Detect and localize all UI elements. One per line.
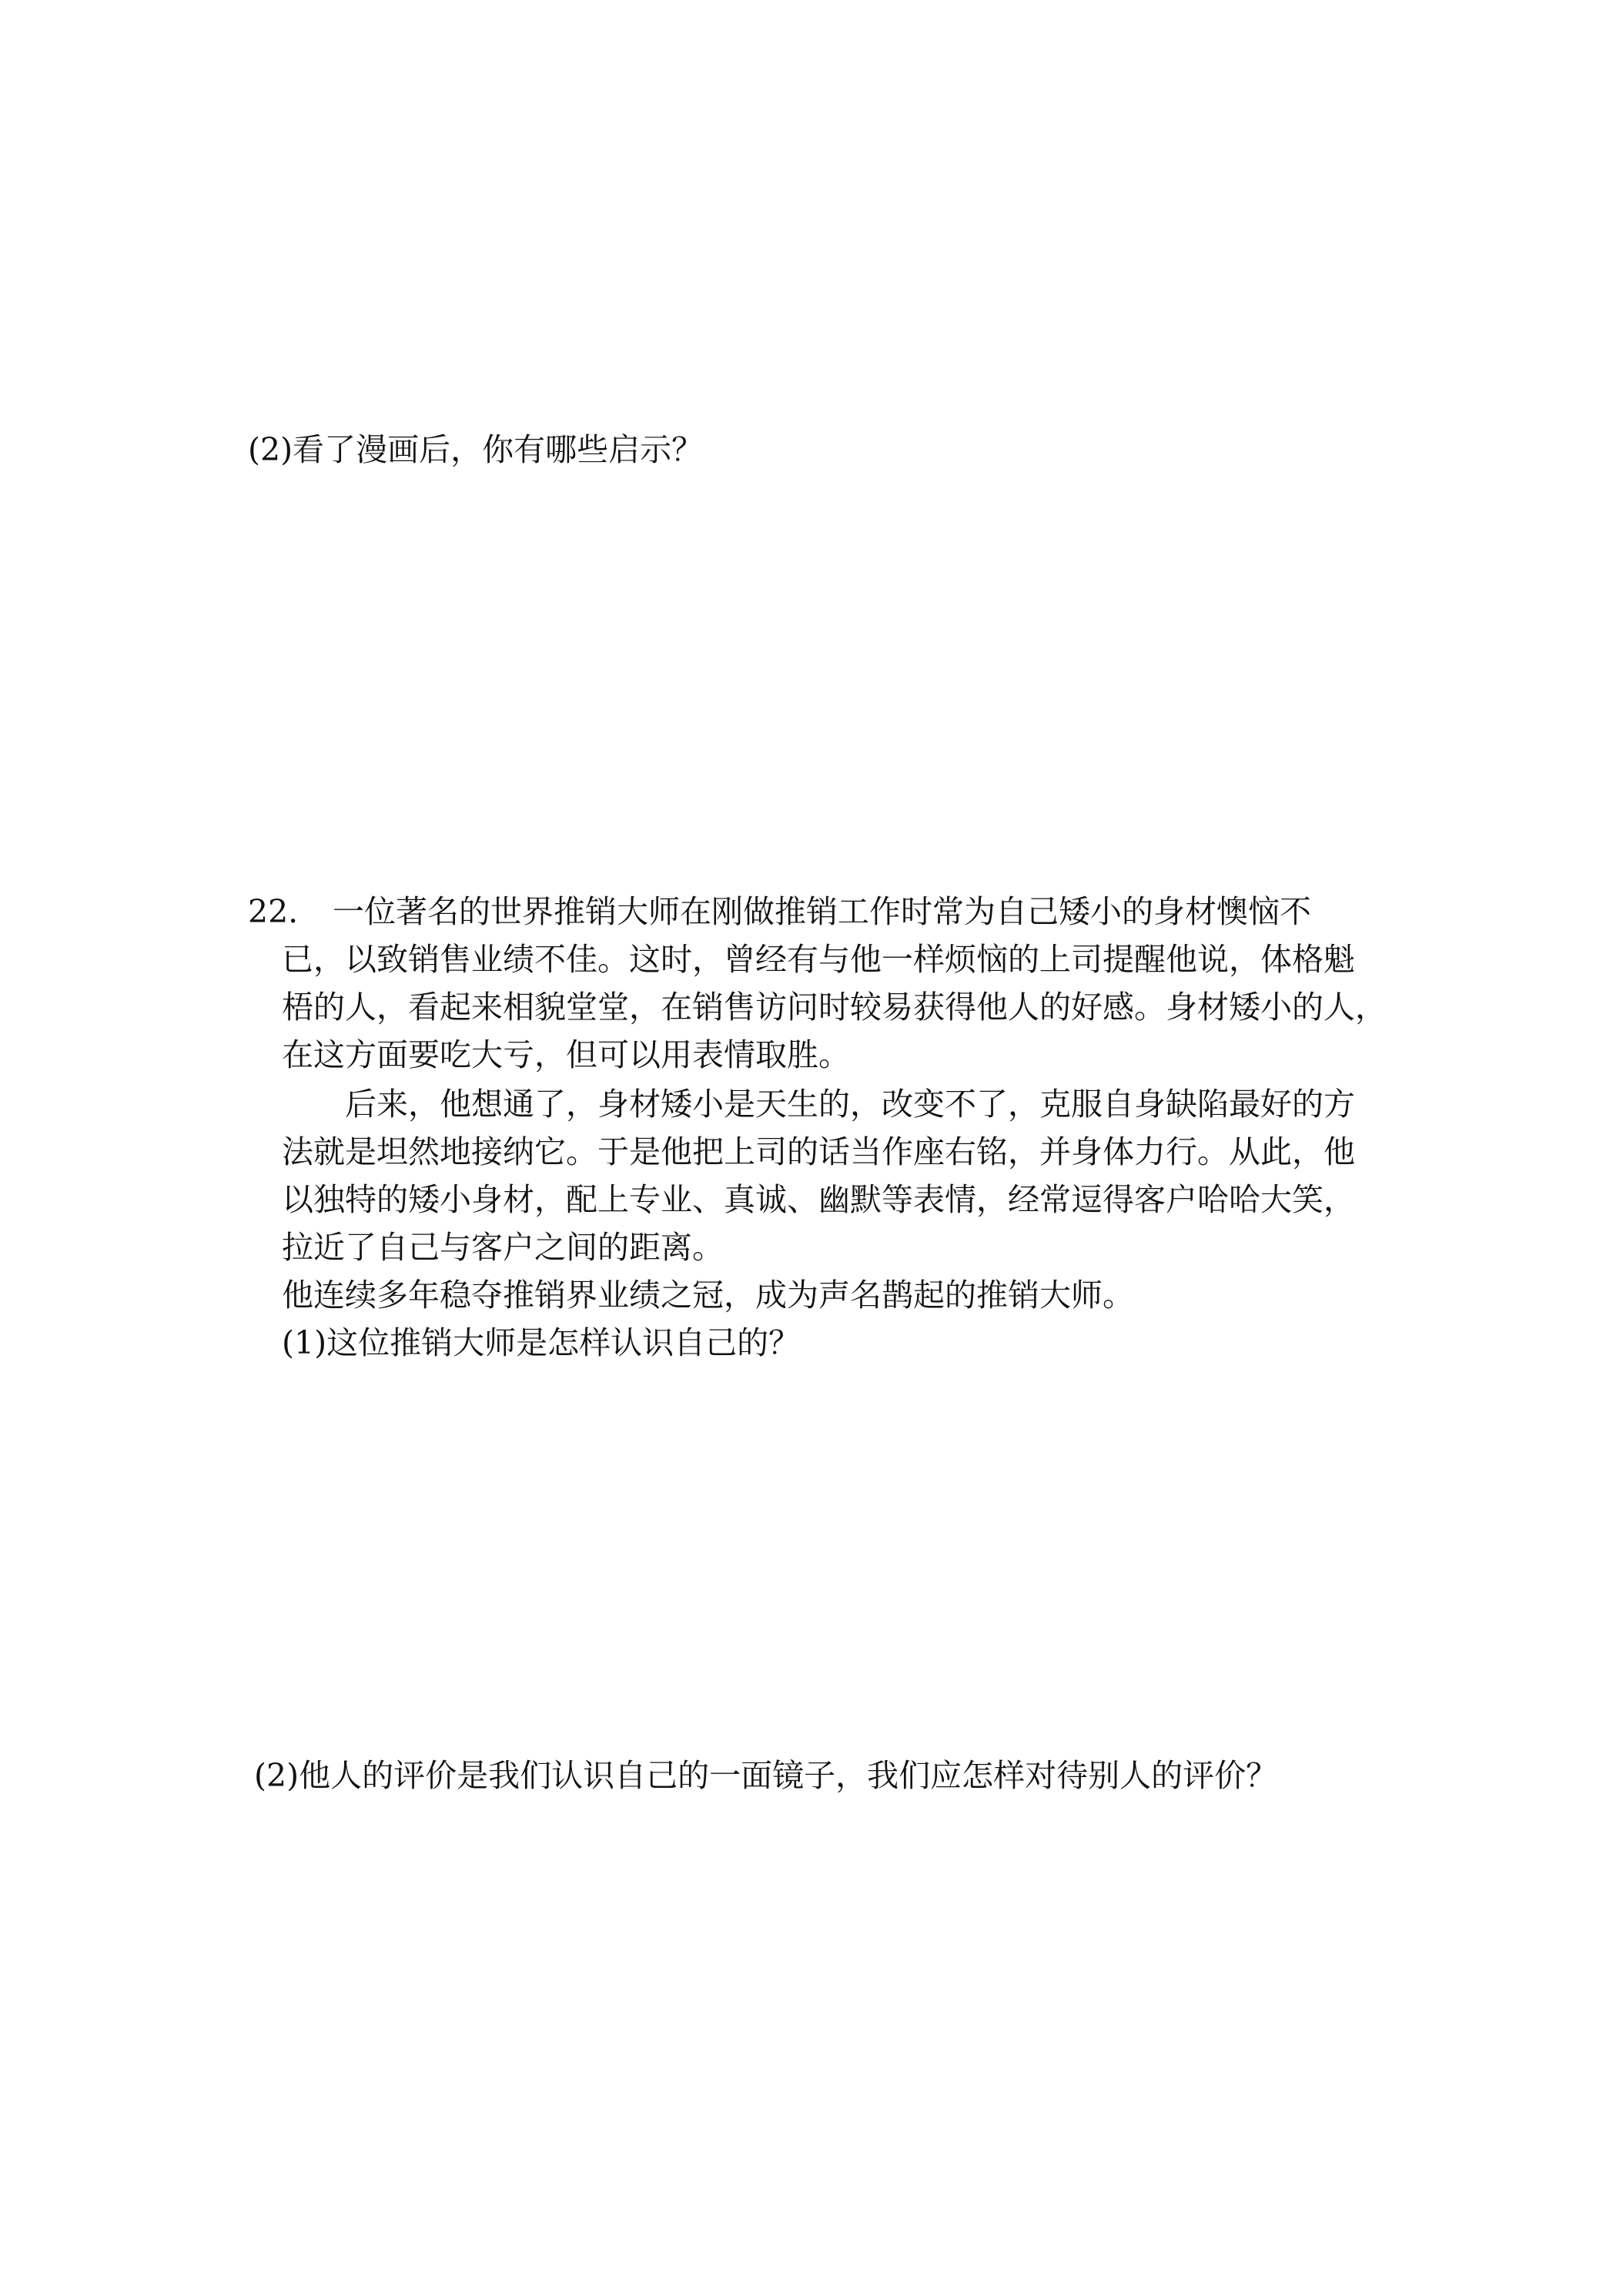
q22-passage-line-7: 以独特的矮小身材，配上专业、真诚、幽默等表情，经常逗得客户哈哈大笑， bbox=[282, 1181, 1355, 1218]
q22-number: 22. bbox=[248, 893, 299, 930]
q22-passage-line-2: 已，以致销售业绩不佳。这时，曾经有与他一样烦恼的上司提醒他说，体格魁 bbox=[282, 941, 1355, 978]
q22-passage-line-8: 拉近了自己与客户之间的距离。 bbox=[282, 1229, 724, 1266]
q22-passage-line-9: 他连续多年稳夺推销界业绩之冠，成为声名鹊起的推销大师。 bbox=[282, 1277, 1134, 1314]
q21-part2-prompt: (2)看了漫画后，你有哪些启示？ bbox=[248, 431, 704, 468]
q22-part2-prompt: (2)他人的评价是我们认识自己的一面镜子，我们应怎样对待别人的评价？ bbox=[254, 1757, 1278, 1794]
q22-passage-line-6: 法就是坦然地接纳它。于是他把上司的话当作座右铭，并身体力行。从此，他 bbox=[282, 1133, 1355, 1170]
q22-passage-line-5: 后来，他想通了，身材矮小是天生的，改变不了，克服自身缺陷最好的方 bbox=[345, 1086, 1355, 1123]
q22-part1-prompt: (1)这位推销大师是怎样认识自己的？ bbox=[282, 1324, 801, 1361]
q22-passage-line-4: 在这方面要吃大亏，但可以用表情取胜。 bbox=[282, 1036, 850, 1073]
q22-passage-line-3: 梧的人，看起来相貌堂堂，在销售访问时较易获得他人的好感。身材矮小的人， bbox=[282, 989, 1387, 1026]
q22-passage-line-1: 一位著名的世界推销大师在刚做推销工作时常为自己矮小的身材懊恼不 bbox=[333, 893, 1311, 930]
